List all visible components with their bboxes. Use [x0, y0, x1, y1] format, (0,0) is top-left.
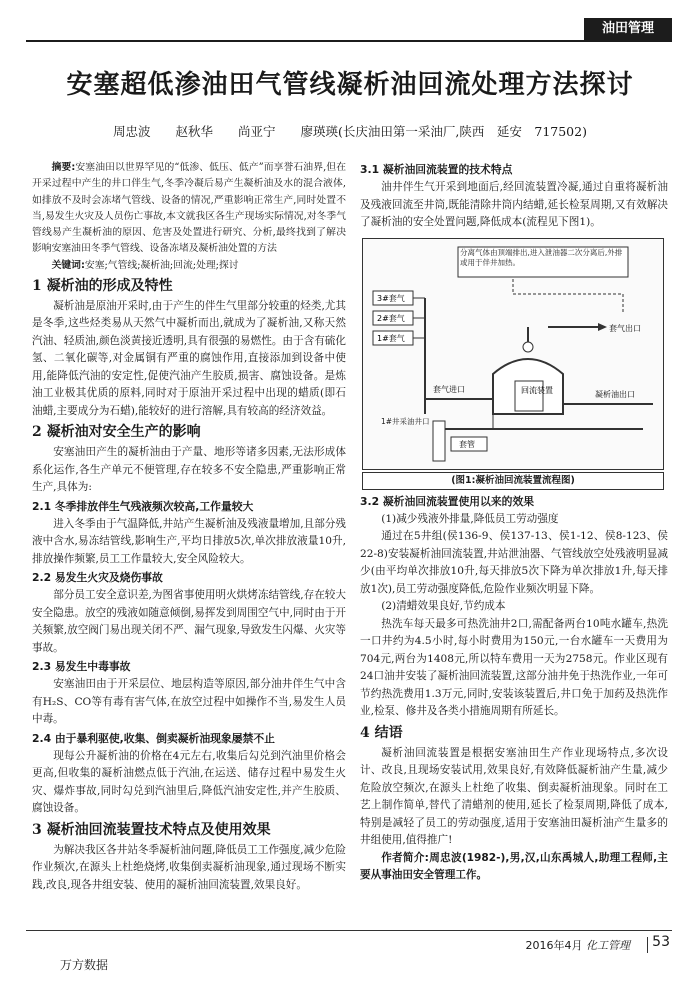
footer-rule — [26, 930, 672, 931]
valve-icon — [523, 342, 533, 352]
source-watermark: 万方数据 — [60, 958, 109, 972]
diagram-svg — [363, 239, 663, 469]
section-2-heading: 2 凝析油对安全生产的影响 — [32, 424, 201, 441]
section-2-2-paragraph: 部分员工安全意识差,为图省事使用明火烘烤冻结管线,存在较大安全隐患。放空的残液如随意倾倒,易挥发到周围空气中,同时由于开关频繁,放空阀门易出现关闭不严、漏气现象,导致发生闪爆、火灾等事故。 — [32, 589, 346, 654]
section-3-2-point-2: (2)清蜡效果良好,节约成本 — [381, 600, 506, 612]
left-column — [32, 160, 346, 894]
author-note: 作者简介:周忠波(1982-),男,汉,山东禹城人,助理工程师,主要从事油田安全管理工作。 — [360, 851, 668, 881]
section-2-3-paragraph: 安塞油田由于开采层位、地层构造等原因,部分油井伴生气中含有H₂S、CO等有毒有害气体,在放空过程中如操作不当,易发生人员中毒。 — [32, 678, 346, 726]
gas-label-2: 2#套气 — [377, 313, 405, 323]
section-2-paragraph: 安塞油田产生的凝析油由于产量、地形等诸多因素,无法形成体系化运作,各生产单元不便管理,存在较多不安全隐患,严重影响正常生产,具体为: — [32, 446, 346, 494]
gas-inlet-label: 套气进口 — [433, 384, 465, 394]
article-authors: 周忠波 赵秋华 尚亚宁 廖瑛瑛(长庆油田第一采油厂,陕西 延安 717502) — [113, 124, 587, 139]
section-3-1-paragraph: 油井伴生气开采到地面后,经回流装置冷凝,通过自重将凝析油及残液回流至井筒,既能清除井筒内结蜡,延长检泵周期,又有效解决了凝析油的安全处置问题,降低成本(流程见下图1)。 — [360, 181, 668, 228]
section-3-2-paragraph-1: 通过在5井组(侯136-9、侯137-13、侯1-12、侯8-123、侯22-8)安装凝析油回流装置,井站泄油器、气管线放空处残液明显减少(由平均单次排放10升,每天排放5次下降为单次排放1升,每天排放1次),员工劳动强度降低,危险作业频次明显下降。 — [360, 530, 668, 595]
section-4-paragraph: 凝析油回流装置是根据安塞油田生产作业现场特点,多次设计、改良,且现场安装试用,效果良好,有效降低凝析油产生量,减少危险放空频次,在源头上杜绝了收集、倒卖凝析油现象。同时在工艺上制作简单,替代了清蜡剂的使用,延长了检泵周期,降低了成本,特别是减轻了员工的劳动强度,适用于安塞油田凝析油产生量多的井组使用,值得推广! — [360, 746, 668, 846]
well-label: 1#井采油井口 — [381, 416, 430, 426]
section-3-heading: 3 凝析油回流装置技术特点及使用效果 — [32, 821, 271, 838]
gas-label-3: 3#套气 — [377, 293, 405, 303]
section-3-1-heading: 3.1 凝析油回流装置的技术特点 — [360, 163, 513, 176]
footer-date-journal — [526, 937, 631, 953]
casing-label: 套管 — [459, 439, 475, 449]
section-3-2-paragraph-2: 热洗车每天最多可热洗油井2口,需配备两台10吨水罐车,热洗一口井约为4.5小时,每小时费用为150元,一台水罐车一天费用为704元,两台为1408元,所以特车费用一天为2758元。作业区现有24口油井安装了凝析油回流装置,这部分油井免于热洗作业,一年可节约热洗费用1.3万元,同时,安装该装置后,井口免于加药及热洗作业,检泵、修井及各类小措施周期有所延长。 — [360, 617, 668, 717]
article-title: 安塞超低渗油田气管线凝析油回流处理方法探讨 — [66, 70, 634, 100]
reflux-flow-diagram — [362, 238, 664, 470]
keywords — [32, 258, 346, 274]
well-label-holder — [381, 417, 431, 457]
section-4-heading: 4 结语 — [360, 724, 403, 741]
keywords-text: 安塞;气管线;凝析油;回流;处理;探讨 — [84, 259, 239, 271]
section-2-4-paragraph: 现每公升凝析油的价格在4元左右,收集后勾兑到汽油里价格会更高,但收集的凝析油燃点低于汽油,在运送、储存过程中易发生火灾、爆炸事故,同时勾兑到汽油里后,降低汽油安定性,并产生胶质、腐蚀设备。 — [32, 749, 346, 815]
note-text-holder — [460, 248, 626, 278]
right-column — [360, 160, 668, 885]
section-tag: 油田管理 — [584, 18, 672, 40]
abstract-label: 摘要: — [51, 162, 76, 173]
abstract — [32, 160, 346, 258]
section-3-paragraph: 为解决我区各井站冬季凝析油问题,降低员工工作强度,减少危险作业频次,在源头上杜绝烧烤,收集倒卖凝析油现象,通过现场不断实践,改良,现各井组安装、使用的凝析油回流装置,效果良好。 — [32, 843, 346, 891]
abstract-text: 安塞油田以世界罕见的“低渗、低压、低产”而享誉石油界,但在开采过程中产生的井口伴生气,冬季冷凝后易产生凝析油及水的混合液体,如排放不及时会冻堵气管线、设备的情况,严重影响正常生产,同时处置不当,易发生火灾及人员伤亡事故,本文就我区各生产现场实际情况,对冬季气管线易产生凝析油的原因、危害及处置进行研究、分析,最终找到了解决影响安塞油田冬季气管线、设备冻堵及凝析油处置的方法 — [32, 162, 346, 255]
section-3-2-heading: 3.2 凝析油回流装置使用以来的效果 — [360, 494, 535, 508]
well-head — [433, 421, 445, 461]
section-2-4-heading: 2.4 由于暴利驱使,收集、倒卖凝析油现象屡禁不止 — [32, 731, 275, 745]
header-rule — [26, 40, 672, 42]
section-3-2-point-1: (1)减少残液外排量,降低员工劳动强度 — [381, 512, 559, 525]
device-label: 回流装置 — [521, 385, 553, 395]
gas-outlet-label: 套气出口 — [609, 323, 641, 333]
gas-flow-arrow — [513, 279, 623, 314]
outlet-arrow — [598, 323, 607, 331]
footer-journal: 化工管理 — [586, 939, 630, 952]
footer-separator — [647, 937, 648, 953]
keywords-label: 关键词: — [51, 259, 85, 271]
section-2-2-heading: 2.2 易发生火灾及烧伤事故 — [32, 571, 163, 585]
section-1-heading: 1 凝析油的形成及特性 — [32, 277, 173, 294]
section-2-1-paragraph: 进入冬季由于气温降低,井站产生凝析油及残液量增加,且部分残液中含水,易冻结管线,影响生产,平均日排放5次,单次排放液量10升,排放操作频繁,员工工作量较大,安全风险较大。 — [32, 517, 346, 565]
gas-label-1: 1#套气 — [377, 333, 405, 343]
note-text: 分离气体由顶端排出,进入泄油器二次分离后,外排或用于伴井加热。 — [460, 247, 623, 267]
figure-caption: (图1:凝析油回流装置流程图) — [362, 472, 664, 490]
section-1-paragraph: 凝析油是原油开采时,由于产生的伴生气里部分较重的烃类,尤其是冬季,这些烃类易从天然气中凝析而出,就成为了凝析油,又称天然汽油、轻质油,颜色淡黄接近透明,具有很强的易燃性。由于含有硫化氢、二氧化碳等,对金属铜有严重的腐蚀作用,直接添加到设备中使用,能降低汽油的安定性,促使汽油产生胶质,损害、腐蚀设备。是炼油工业极其优质的原料,同时对于原油开采过程中出现的蜡质(即石油蜡,主要成分为石蜡),能较好的进行溶解,具有较高的经济效益。 — [32, 299, 346, 417]
footer-date: 2016年4月 — [525, 939, 583, 952]
section-2-1-heading: 2.1 冬季排放伴生气残液频次较高,工作量较大 — [32, 499, 254, 513]
page-number: 53 — [652, 934, 670, 950]
reflux-outlet-label: 凝析油出口 — [595, 389, 635, 399]
section-2-3-heading: 2.3 易发生中毒事故 — [32, 660, 131, 674]
